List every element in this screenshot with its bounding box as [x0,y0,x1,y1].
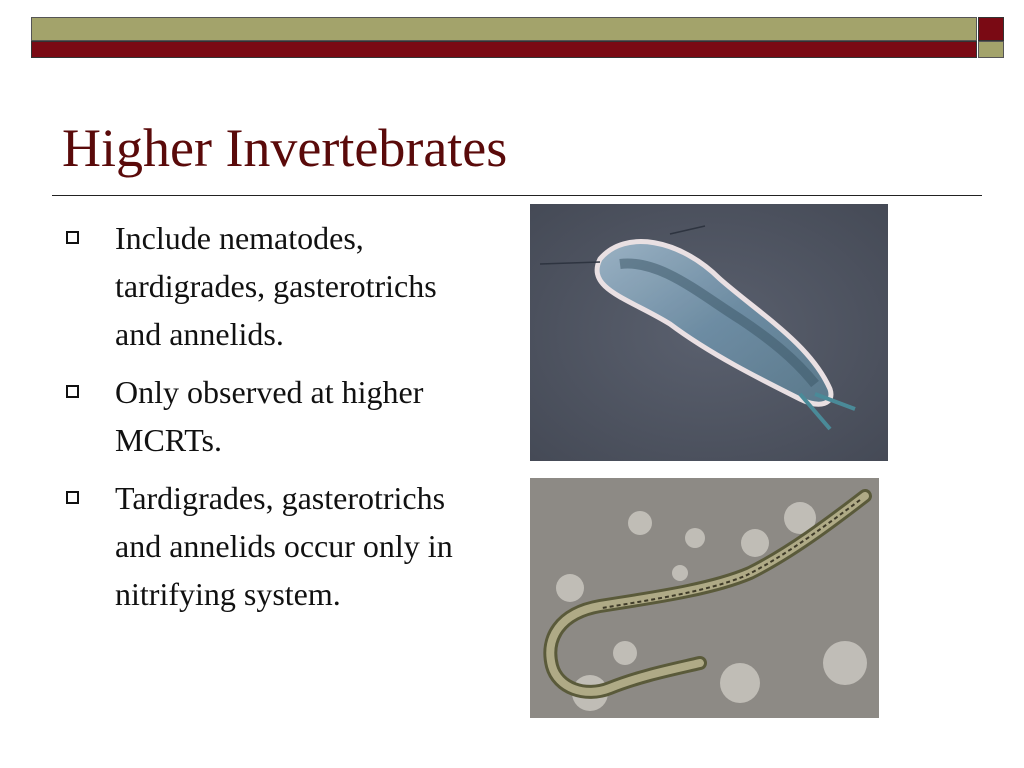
nematode-micrograph [530,478,879,718]
header-square-olive [978,41,1004,58]
square-bullet-icon [66,491,79,504]
bullet-item [66,474,486,618]
header-square-maroon [978,17,1004,41]
square-bullet-icon [66,231,79,244]
square-bullet-icon [66,385,79,398]
gastrotrich-micrograph [530,204,888,461]
title-divider [52,195,982,196]
bullet-text: Tardigrades, gasterotrichs and annelids occur only in nitrifying system. [115,480,453,612]
bullet-text: Only observed at higher MCRTs. [115,374,424,458]
bullet-list [66,214,486,628]
bullet-item [66,214,486,358]
bullet-text: Include nematodes, tardigrades, gasterotrichs and annelids. [115,220,437,352]
slide-title: Higher Invertebrates [62,118,508,178]
bullet-item [66,368,486,464]
header-band-olive [31,17,977,41]
header-band-maroon [31,41,977,58]
